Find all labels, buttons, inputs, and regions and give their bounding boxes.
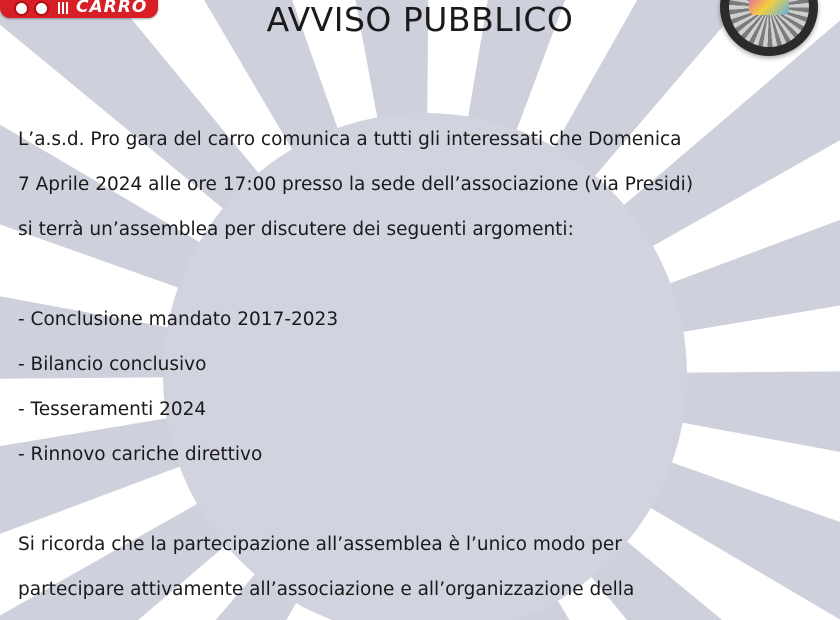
agenda-item: - Bilancio conclusivo bbox=[18, 354, 207, 375]
page-title: AVVISO PUBBLICO bbox=[266, 0, 574, 39]
paragraph-spacer bbox=[18, 252, 828, 297]
agenda-item: - Tesseramenti 2024 bbox=[18, 399, 207, 420]
agenda-item: - Conclusione mandato 2017-2023 bbox=[18, 309, 339, 330]
paragraph-spacer bbox=[18, 477, 828, 522]
carro-logo-text: CARRO bbox=[76, 0, 148, 17]
intro-line: 7 Aprile 2024 alle ore 17:00 presso la sede dell’associazione (via Presidi) bbox=[18, 174, 694, 195]
closing-line: partecipare attivamente all’associazione e all’organizzazione della bbox=[18, 579, 635, 600]
agenda-item: - Rinnovo cariche direttivo bbox=[18, 444, 263, 465]
intro-line: L’a.s.d. Pro gara del carro comunica a tutti gli interessati che Domenica bbox=[18, 129, 682, 150]
notice-body bbox=[18, 117, 828, 612]
intro-line: si terrà un’assemblea per discutere dei seguenti argomenti: bbox=[18, 219, 574, 240]
closing-line: Si ricorda che la partecipazione all’assemblea è l’unico modo per bbox=[18, 534, 622, 555]
